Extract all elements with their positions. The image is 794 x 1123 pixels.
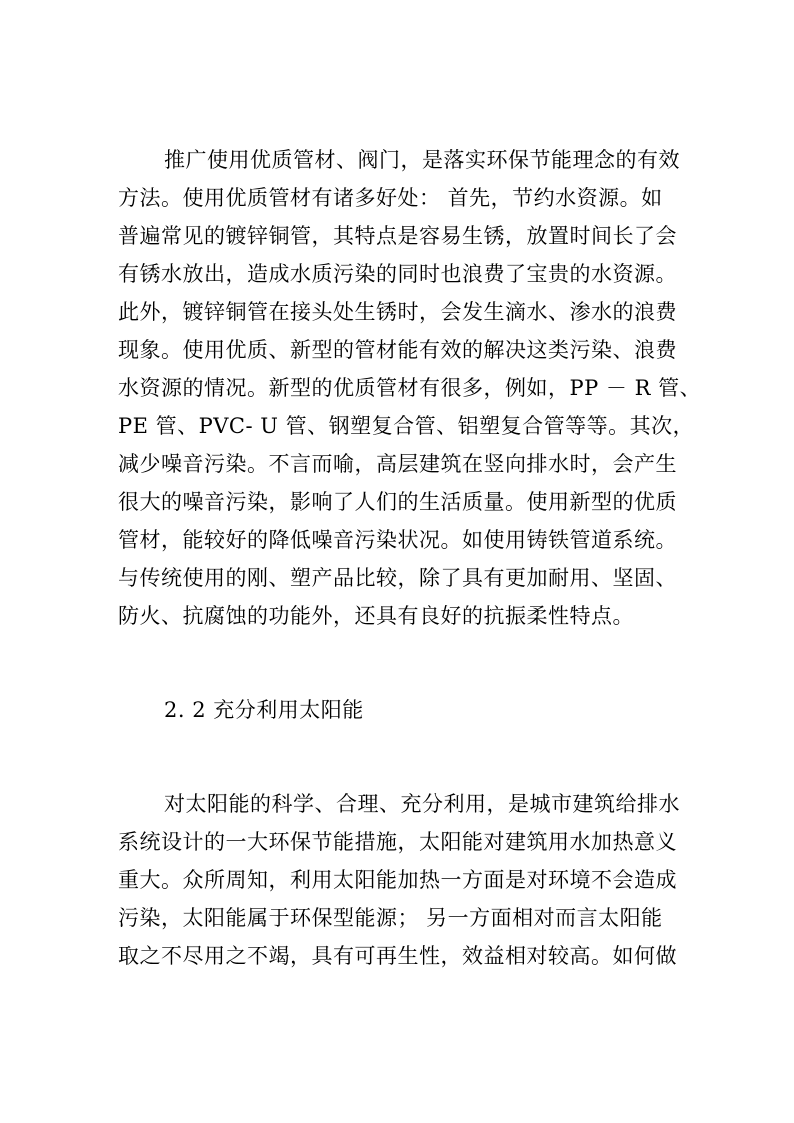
paragraph-1-line-2: 方法。使用优质管材有诸多好处： 首先，节约水资源。如 <box>118 186 663 210</box>
paragraph-1-line-1: 推广使用优质管材、阀门，是落实环保节能理念的有效 <box>164 148 680 172</box>
paragraph-1-line-13: 防火、抗腐蚀的功能外，还具有良好的抗振柔性特点。 <box>118 604 634 628</box>
paragraph-1-line-5: 此外，镀锌铜管在接头处生锈时，会发生滴水、渗水的浪费 <box>118 300 677 324</box>
paragraph-1-line-11: 管材，能较好的降低噪音污染状况。如使用铸铁管道系统。 <box>118 528 677 552</box>
paragraph-1-line-10: 很大的噪音污染，影响了人们的生活质量。使用新型的优质 <box>118 490 677 514</box>
paragraph-2-line-5: 取之不尽用之不竭，具有可再生性，效益相对较高。如何做 <box>118 944 677 968</box>
paragraph-2-line-3: 重大。众所周知，利用太阳能加热一方面是对环境不会造成 <box>118 868 677 892</box>
paragraph-1-line-6: 现象。使用优质、新型的管材能有效的解决这类污染、浪费 <box>118 338 677 362</box>
section-heading: 2. 2 充分利用太阳能 <box>164 698 364 722</box>
paragraph-1-line-8: PE 管、PVC- U 管、钢塑复合管、铝塑复合管等等。其次， <box>118 414 695 438</box>
paragraph-2-line-4: 污染，太阳能属于环保型能源； 另一方面相对而言太阳能 <box>118 906 663 930</box>
paragraph-1-line-12: 与传统使用的刚、塑产品比较，除了具有更加耐用、坚固、 <box>118 566 677 590</box>
paragraph-1-line-3: 普遍常见的镀锌铜管，其特点是容易生锈，放置时间长了会 <box>118 224 677 248</box>
paragraph-2-line-2: 系统设计的一大环保节能措施，太阳能对建筑用水加热意义 <box>118 830 677 854</box>
paragraph-1-line-7: 水资源的情况。新型的优质管材有很多，例如，PP － R 管、 <box>118 376 702 400</box>
paragraph-2-line-1: 对太阳能的科学、合理、充分利用，是城市建筑给排水 <box>164 792 680 816</box>
paragraph-1-line-4: 有锈水放出，造成水质污染的同时也浪费了宝贵的水资源。 <box>118 262 677 286</box>
paragraph-1-line-9: 减少噪音污染。不言而喻，高层建筑在竖向排水时，会产生 <box>118 452 677 476</box>
